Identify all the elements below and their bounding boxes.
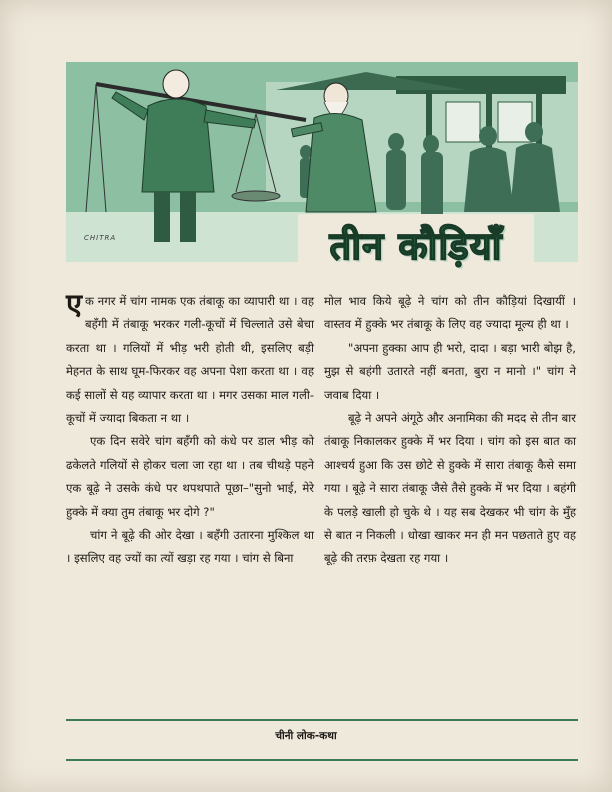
left-column: [66, 287, 314, 571]
paragraph: चांग ने बूढ़े की ओर देखा । बहँगी उतारना मुश्किल था । इसलिए वह ज्यों का त्यों खड़ा रह गया । चांग से बिना: [66, 528, 314, 566]
paragraph: [66, 287, 314, 430]
paragraph: मोल भाव किये बूढ़े ने चांग को तीन कौड़ियां दिखायीं । वास्तव में हुक्के भर तंबाकू के लिए वह ज्यादा मूल्य ही था ।: [324, 294, 576, 332]
dropcap: ए: [66, 287, 83, 321]
footer-rule-top: [66, 719, 578, 721]
paragraph: बूढ़े ने अपने अंगूठे और अनामिका की मदद से तीन बार तंबाकू निकालकर हुक्के में भर दिया । चांग को इस बात का आश्चर्य हुआ कि उस छोटे से हुक्के में सारा तंबाकू कैसे समा गया । बूढ़े ने सारा तंबाकू जैसे तैसे हुक्के में भर दिया । बहंगी के पलड़े खाली हो चुके थे । यह सब देखकर भी चांग के मुँह से बात न निकली । धोखा खाकर मन ही मन पछताते हुए वह बूढ़े की तरफ़ देखता रह गया ।: [324, 411, 576, 566]
paragraph-text: क नगर में चांग नामक एक तंबाकू का व्यापारी था । वह बहँगी में तंबाकू भरकर गली-कूचों में चिल्लाते उसे बेचा करता था । गलियों में भीड़ भरी होती थी, इसलिए बड़ी मेहनत के साथ घूम-फिरकर वह अपना पेशा करता था । वह कई सालों से यह व्यापार करता था । मगर उसका माल गली-कूचों में ज्यादा बिकता न था ।: [66, 294, 314, 426]
story-title-box: [298, 214, 534, 276]
footer-label: चीनी लोक-कथा: [275, 730, 337, 742]
paragraph: एक दिन सवेरे चांग बहँगी को कंधे पर डाल भीड़ को ढकेलते गलियों से होकर चला जा रहा था । तब चीथड़े पहने एक बूढ़े ने उसके कंधे पर थपथपाते पूछा–"सुनो भाई, मेरे हुक्के में क्या तुम तंबाकू भर दोगे ?": [66, 434, 314, 519]
right-column: [324, 290, 576, 571]
artist-signature: CHITRA: [84, 234, 117, 242]
paragraph: "अपना हुक्का आप ही भरो, दादा । बड़ा भारी बोझ है, मुझ से बहंगी उतारते नहीं बनता, बुरा न मानो ।" चांग ने जवाब दिया ।: [324, 340, 576, 402]
footer-rule-bottom: [66, 759, 578, 761]
story-title: तीन कौड़ियाँ: [329, 224, 503, 268]
